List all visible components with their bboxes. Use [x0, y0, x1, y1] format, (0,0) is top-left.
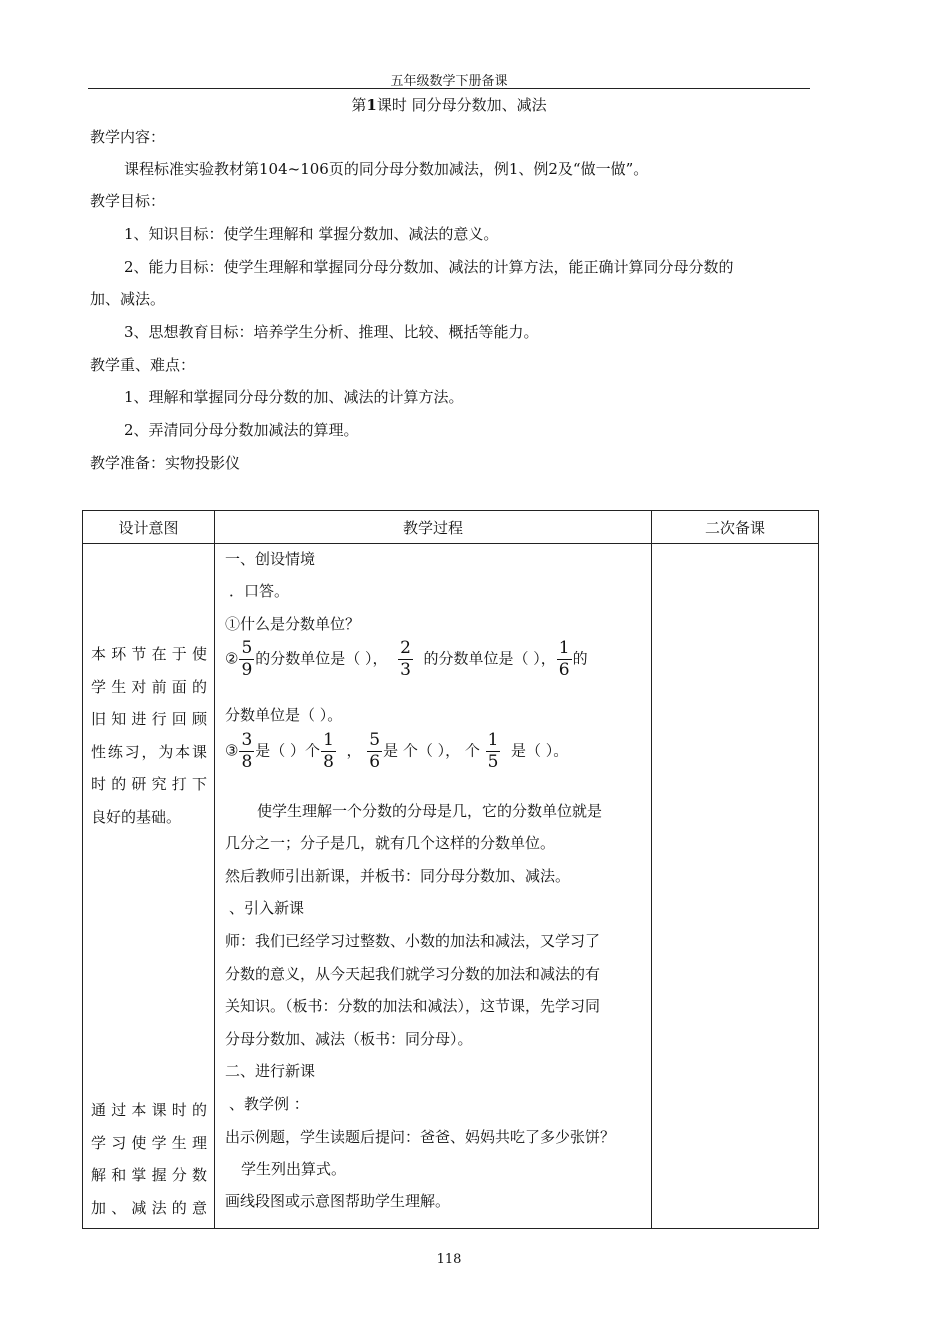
q3-text-3: 是 个（ ）， 个	[383, 741, 480, 760]
keypoint-2: 2、弄清同分母分数加减法的算理。	[124, 421, 359, 439]
intent-note-1	[91, 638, 207, 833]
content-text: 课程标准实验教材第104~106页的同分母分数加减法，例1、例2及“做一做”。	[124, 160, 649, 178]
page-number: 118	[436, 1252, 462, 1267]
header-teaching-process: 教学过程	[215, 511, 652, 544]
denominator: 6	[369, 752, 381, 772]
intent-line: 学生对前面的	[91, 677, 207, 696]
question-1: ①什么是分数单位？	[225, 615, 361, 633]
secondary-prep-cell	[652, 544, 819, 1229]
design-intent-cell	[83, 544, 215, 1229]
content-heading: 教学内容：	[90, 128, 166, 146]
fraction-1-6	[557, 640, 572, 679]
goals-heading: 教学目标：	[90, 192, 166, 210]
teacher-line-4: 分母分数加、减法（板书：同分母）。	[225, 1030, 473, 1048]
explanation-1-cont: 几分之一；分子是几，就有几个这样的分数单位。	[225, 834, 556, 852]
lesson-title	[88, 94, 810, 115]
goal-2: 2、能力目标：使学生理解和掌握同分母分数加、减法的计算方法，能正确计算同分母分数的	[124, 258, 734, 276]
numerator: 1	[558, 638, 570, 658]
goal-3: 3、思想教育目标：培养学生分析、推理、比较、概括等能力。	[124, 323, 539, 341]
intent-line: 通过本课时的	[91, 1101, 207, 1119]
title-rest: 课时 同分母分数加、减法	[376, 96, 547, 114]
teaching-process-cell	[215, 544, 652, 1229]
table-header-row	[83, 511, 819, 544]
teacher-line-3: 关知识。（板书：分数的加法和减法），这节课，先学习同	[225, 997, 601, 1015]
intent-line: 学习使学生理	[91, 1133, 207, 1152]
example-heading: 、教学例 ：	[229, 1095, 309, 1113]
example-line-3: 画线段图或示意图帮助学生理解。	[225, 1192, 451, 1210]
running-header: 五年级数学下册备课	[390, 74, 508, 89]
teacher-line-1: 师：我们已经学习过整数、小数的加法和减法，又学习了	[225, 932, 601, 950]
fraction-3-8	[239, 732, 254, 771]
q2-text-2: 的分数单位是（ ），	[423, 649, 556, 668]
goal-2-cont: 加、减法。	[90, 290, 166, 308]
goal-1: 1、知识目标：使学生理解和 掌握分数加、减法的意义。	[124, 225, 499, 243]
preparation: 教学准备：实物投影仪	[90, 454, 241, 472]
denominator: 8	[241, 752, 253, 772]
q2-text-3: 的	[572, 649, 588, 668]
example-line-1: 出示例题，学生读题后提问：爸爸、妈妈共吃了多少张饼？	[225, 1128, 616, 1146]
q2-marker: ②	[225, 649, 239, 668]
q2-text-1: 的分数单位是（ ），	[255, 649, 388, 668]
numerator: 3	[241, 730, 253, 750]
fraction-1-8	[321, 732, 336, 771]
numerator: 1	[487, 730, 499, 750]
title-prefix: 第	[351, 96, 367, 114]
new-lesson-heading: 、引入新课	[229, 899, 305, 917]
q3-text-2: ，	[346, 741, 362, 760]
keypoints-heading: 教学重、难点：	[90, 356, 196, 374]
teacher-line-2: 分数的意义，从今天起我们就学习分数的加法和减法的有	[225, 965, 601, 983]
title-number: 1	[366, 96, 377, 114]
oral-answer-label: ．口答。	[229, 582, 290, 600]
lesson-plan-table	[82, 510, 819, 1229]
q3-text-4: 是（ ）。	[511, 741, 569, 760]
intent-note-2	[91, 1094, 207, 1224]
header-secondary-prep: 二次备课	[652, 511, 819, 544]
explanation-2: 然后教师引出新课，并板书：同分母分数加、减法。	[225, 867, 571, 885]
intent-line: 时的研究打下	[91, 775, 207, 793]
fraction-1-5	[486, 732, 501, 771]
intent-line: 解和掌握分数	[91, 1166, 207, 1184]
question-3	[225, 732, 568, 771]
fraction-2-3	[398, 640, 413, 679]
fraction-5-6	[367, 732, 382, 771]
numerator: 2	[400, 638, 411, 658]
keypoint-1: 1、理解和掌握同分母分数的加、减法的计算方法。	[124, 388, 464, 406]
intent-line: 本环节在于使	[91, 645, 207, 663]
q3-marker: ③	[225, 741, 239, 760]
section-2-heading: 二、进行新课	[225, 1062, 316, 1080]
intent-line: 加、减法的意	[91, 1198, 207, 1217]
section-1-heading: 一、创设情境	[225, 550, 316, 568]
question-2	[225, 640, 588, 679]
numerator: 5	[369, 730, 381, 750]
denominator: 5	[487, 752, 499, 772]
numerator: 5	[241, 638, 253, 658]
question-2-cont: 分数单位是（ ）。	[225, 706, 343, 724]
explanation-1: 使学生理解一个分数的分母是几，它的分数单位就是	[257, 802, 603, 820]
denominator: 3	[400, 660, 411, 680]
header-rule	[88, 88, 810, 89]
intent-line: 性练习，为本课	[91, 742, 207, 761]
example-line-2: 学生列出算式。	[241, 1160, 347, 1178]
numerator: 1	[323, 730, 334, 750]
denominator: 8	[323, 752, 334, 772]
denominator: 9	[241, 660, 253, 680]
intent-line: 良好的基础。	[91, 807, 182, 826]
q3-text-1: 是（ ）个	[255, 741, 321, 760]
fraction-5-9	[239, 640, 254, 679]
header-design-intent: 设计意图	[83, 511, 215, 544]
table-body-row	[83, 544, 819, 1229]
intent-line: 旧知进行回顾	[91, 710, 207, 728]
denominator: 6	[558, 660, 570, 680]
